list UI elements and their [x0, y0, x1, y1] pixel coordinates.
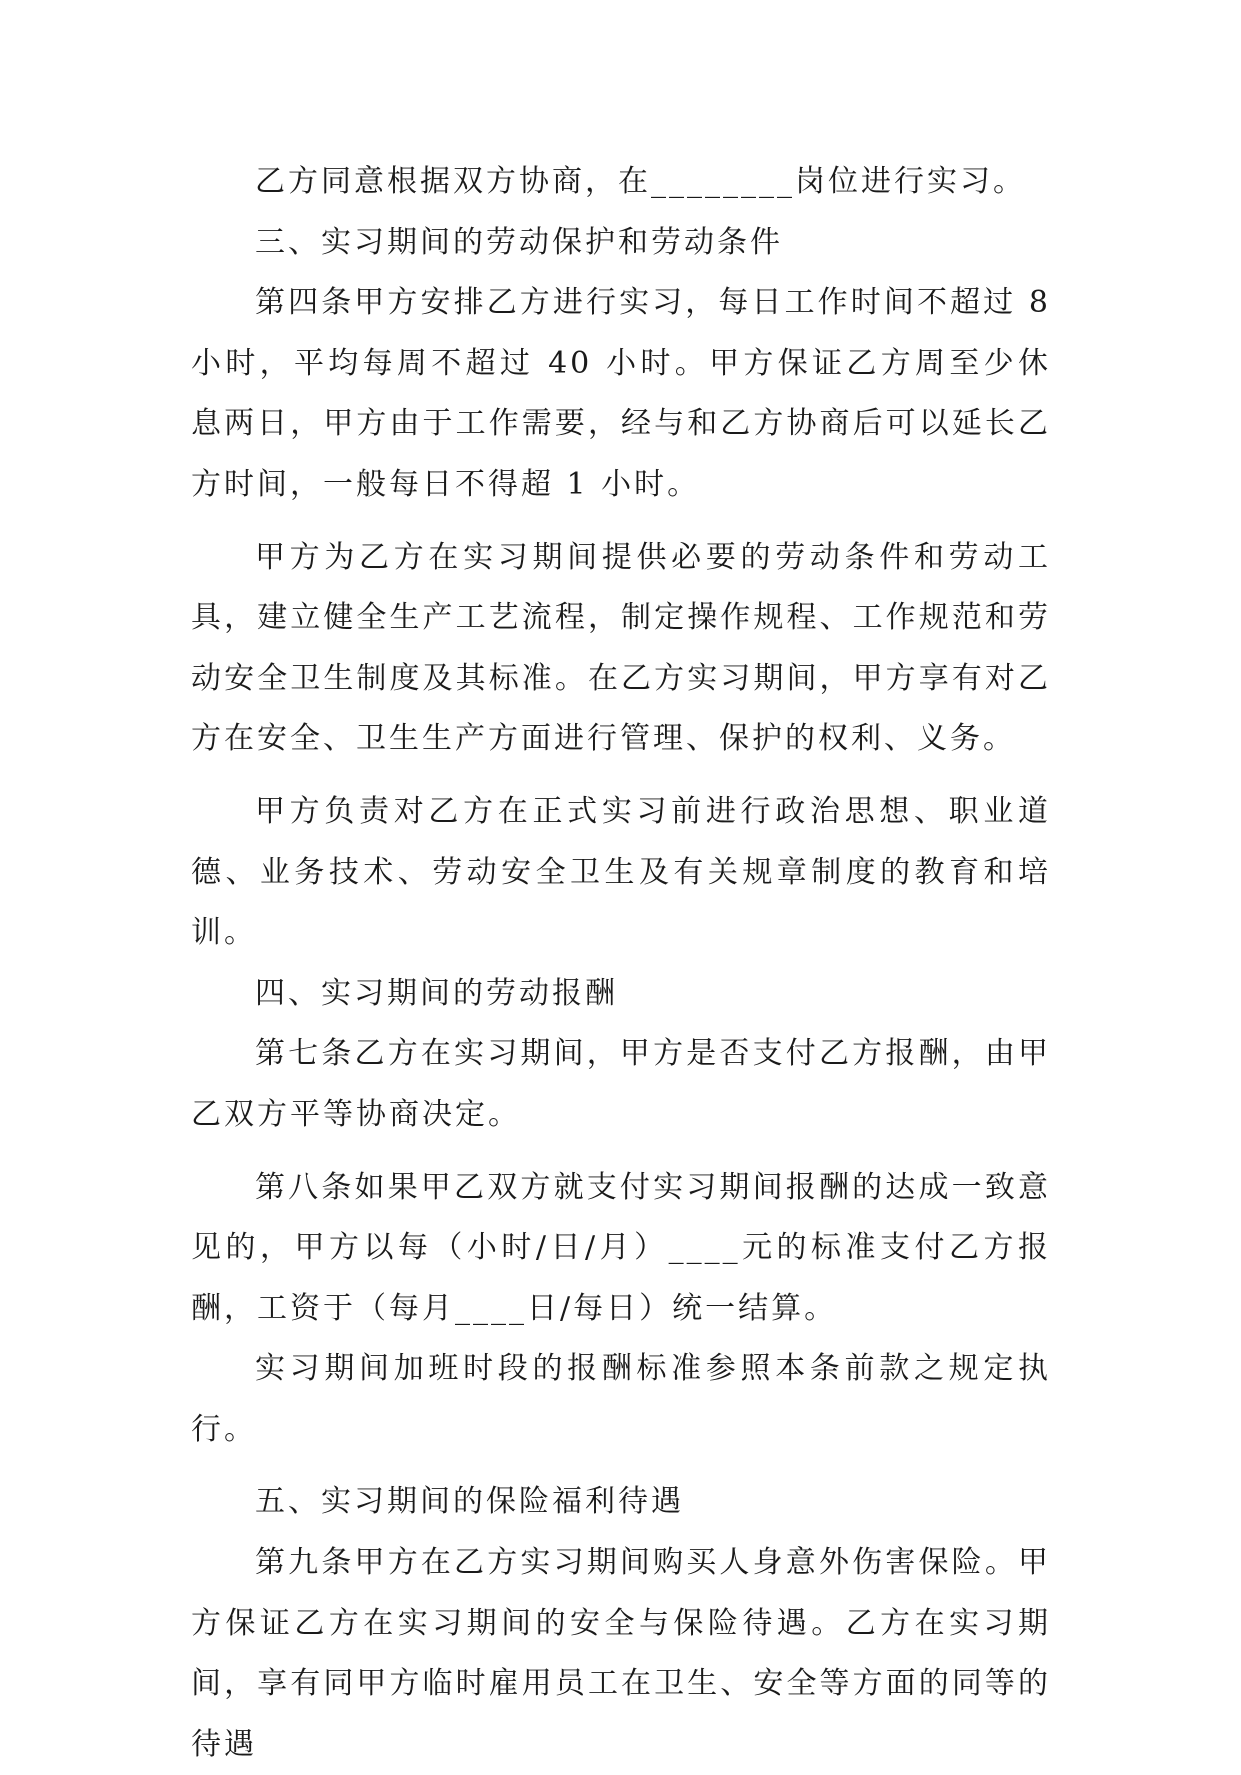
paragraph-overtime: 实习期间加班时段的报酬标准参照本条前款之规定执行。	[191, 1351, 1051, 1447]
paragraph-article-4: 第四条甲方安排乙方进行实习，每日工作时间不超过 8 小时，平均每周不超过 40 小时。甲方保证乙方周至少休息两日，甲方由于工作需要，经与和乙方协商后可以延长乙方时间，一般每日不得超 1 小时。	[191, 285, 1051, 502]
paragraph-working-conditions: 甲方为乙方在实习期间提供必要的劳动条件和劳动工具，建立健全生产工艺流程，制定操作规程、工作规范和劳动安全卫生制度及其标准。在乙方实习期间，甲方享有对乙方在安全、卫生生产方面进行管理、保护的权利、义务。	[191, 539, 1051, 757]
paragraph-article-9: 第九条甲方在乙方实习期间购买人身意外伤害保险。甲方保证乙方在实习期间的安全与保险待遇。乙方在实习期间，享有同甲方临时雇用员工在卫生、安全等方面的同等的待遇	[191, 1545, 1051, 1762]
paragraph-internship-post: 乙方同意根据双方协商，在________岗位进行实习。	[255, 164, 1026, 199]
section-heading-4: 四、实习期间的劳动报酬	[255, 975, 618, 1011]
paragraph-article-8: 第八条如果甲乙双方就支付实习期间报酬的达成一致意见的，甲方以每（小时/日/月）____元的标准支付乙方报酬，工资于（每月____日/每日）统一结算。	[191, 1169, 1051, 1326]
paragraph-article-7: 第七条乙方在实习期间，甲方是否支付乙方报酬，由甲乙双方平等协商决定。	[191, 1036, 1051, 1132]
section-heading-3: 三、实习期间的劳动保护和劳动条件	[255, 224, 783, 260]
section-heading-5: 五、实习期间的保险福利待遇	[255, 1484, 684, 1520]
document-body	[191, 152, 1051, 1775]
paragraph-training: 甲方负责对乙方在正式实习前进行政治思想、职业道德、业务技术、劳动安全卫生及有关规章制度的教育和培训。	[191, 793, 1051, 951]
